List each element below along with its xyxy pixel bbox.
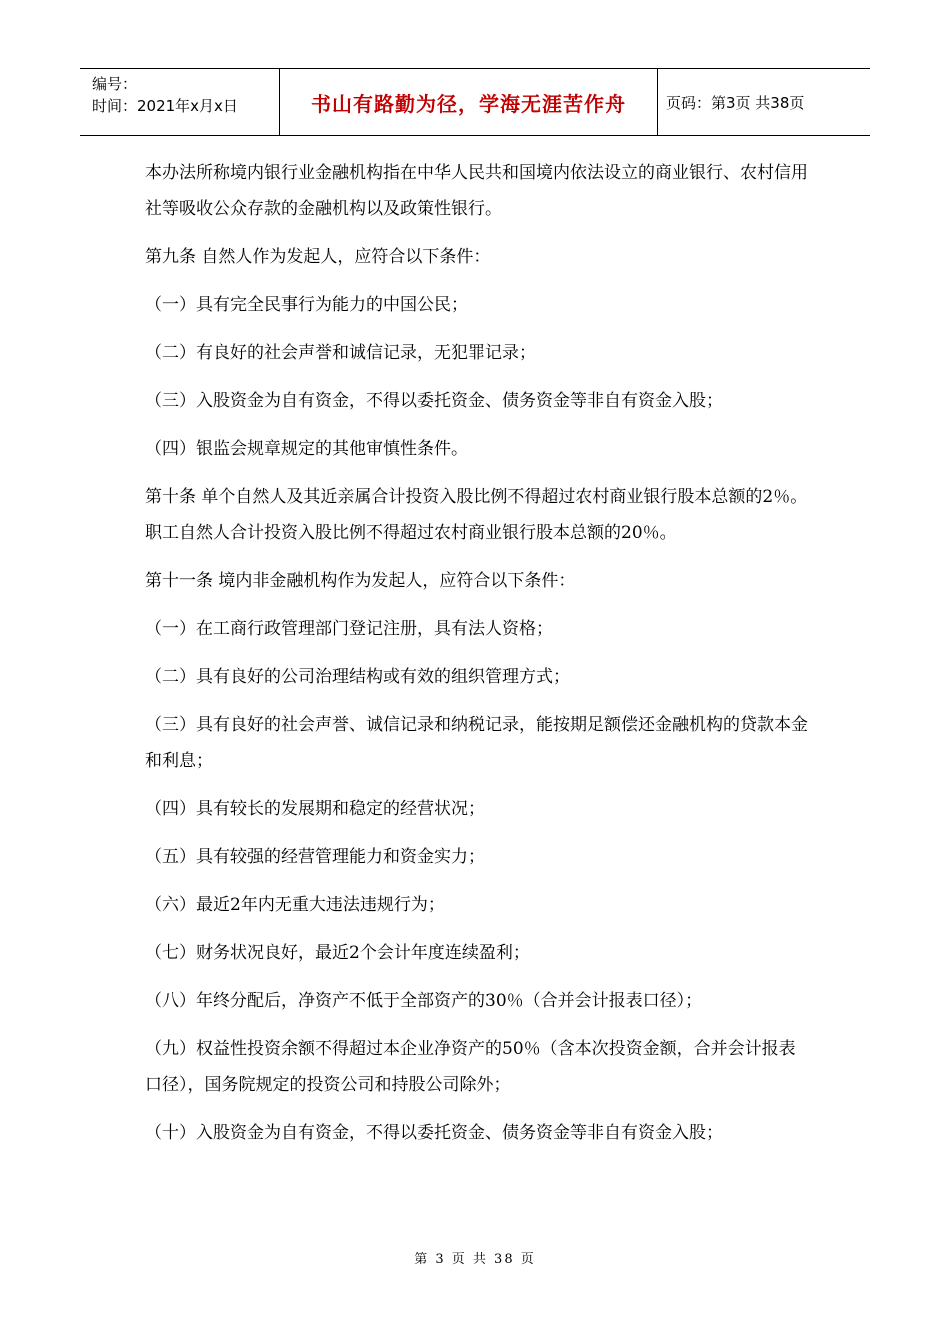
- header-motto: 书山有路勤为径，学海无涯苦作舟: [280, 69, 658, 135]
- list-item: （四）具有较长的发展期和稳定的经营状况；: [145, 799, 485, 819]
- list-item: （二）具有良好的公司治理结构或有效的组织管理方式；: [145, 667, 570, 687]
- article-heading: 第十一条 境内非金融机构作为发起人，应符合以下条件：: [145, 571, 576, 591]
- date-line: 时间：2021年x月x日: [92, 97, 238, 115]
- list-item: （六）最近2年内无重大违法违规行为；: [145, 895, 445, 915]
- list-item: （四）银监会规章规定的其他审慎性条件。: [145, 439, 468, 459]
- list-item: （三）具有良好的社会声誉、诚信记录和纳税记录，能按期足额偿还金融机构的贷款本金和利息；: [145, 715, 808, 771]
- list-item: （一）具有完全民事行为能力的中国公民；: [145, 295, 468, 315]
- list-item: （一）在工商行政管理部门登记注册，具有法人资格；: [145, 619, 553, 639]
- list-item: （九）权益性投资余额不得超过本企业净资产的50％（含本次投资金额，合并会计报表口径），国务院规定的投资公司和持股公司除外；: [145, 1039, 796, 1095]
- article-heading: 第九条 自然人作为发起人，应符合以下条件：: [145, 247, 491, 267]
- document-header: [80, 68, 870, 136]
- document-body: [145, 155, 810, 1163]
- list-item: （二）有良好的社会声誉和诚信记录，无犯罪记录；: [145, 343, 536, 363]
- header-meta: [80, 69, 280, 135]
- list-item: （八）年终分配后，净资产不低于全部资产的30％（合并会计报表口径）；: [145, 991, 703, 1011]
- list-item: （十）入股资金为自有资金，不得以委托资金、债务资金等非自有资金入股；: [145, 1123, 723, 1143]
- article-paragraph: 第十条 单个自然人及其近亲属合计投资入股比例不得超过农村商业银行股本总额的2％。职工自然人合计投资入股比例不得超过农村商业银行股本总额的20％。: [145, 487, 808, 543]
- list-item: （五）具有较强的经营管理能力和资金实力；: [145, 847, 485, 867]
- header-page-info: 页码：第3页 共38页: [666, 93, 805, 112]
- page-footer: 第 3 页 共 38 页: [414, 1252, 536, 1267]
- list-item: （七）财务状况良好，最近2个会计年度连续盈利；: [145, 943, 530, 963]
- list-item: （三）入股资金为自有资金，不得以委托资金、债务资金等非自有资金入股；: [145, 391, 723, 411]
- code-label: 编号：: [92, 75, 138, 93]
- paragraph: 本办法所称境内银行业金融机构指在中华人民共和国境内依法设立的商业银行、农村信用社等吸收公众存款的金融机构以及政策性银行。: [145, 163, 808, 219]
